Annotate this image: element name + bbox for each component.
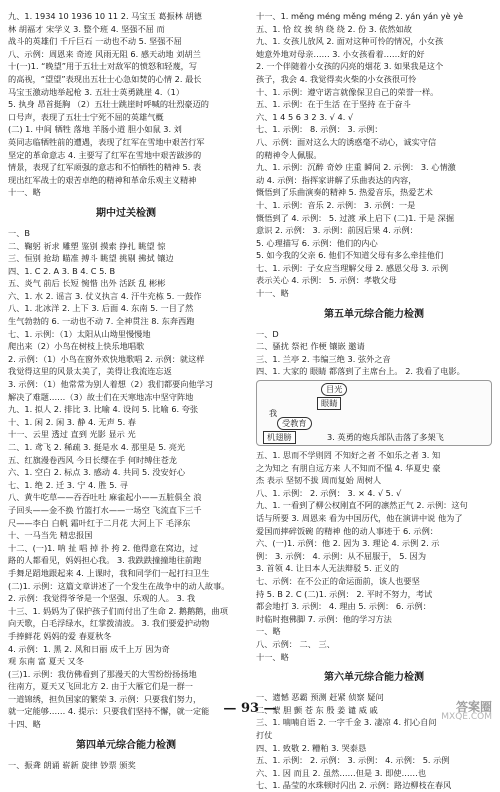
answer-line: 5. 执身 昂首挺胸 （2）五壮士跳崖时呼喊的壮烈豪迈的 (8, 99, 209, 110)
answer-line: 二、骚扰 祭祀 作梗 镶嵌 邀请 (256, 341, 365, 352)
right-column (256, 10, 492, 792)
answer-line: 八、黄牛吃草——吞吞吐吐 麻雀起小——五脏俱全 浪 (8, 492, 202, 503)
answer-line: 七、1. 示例： 8. 示例： 3. 示例： (256, 124, 383, 135)
answer-line: 十、1. 闲 2. 闲 3. 静 4. 无声 5. 春 (8, 416, 136, 427)
answer-line: (二) 1. 中间 牺牲 落地 羊肠小道 胆小如鼠 3. 刘 (8, 124, 182, 135)
watermark-url: MXQE.COM (441, 712, 492, 722)
answer-line: 意识 2. 示例： 3. 示例：前因后果 4. 示例： (256, 225, 418, 236)
answer-line: 七、1. 示例：（1）太阳从山坳里慢慢地 (8, 328, 151, 339)
answer-line: 时临时抱佛脚 7. 示例：他的学习方法 (256, 613, 392, 624)
answer-line: 五、1. 恰 纹 挨 纳 绕 绕 2. 份 3. 依然如故 (256, 23, 412, 34)
answer-line: 十、1. 示例：遵守诺言就像保卫自己的荣誉一样。 (256, 86, 439, 97)
answer-line: 林 胡福才 宋学义 3. 整个班 4. 坚强不屈 而 (8, 23, 165, 34)
answer-line: 手捧鲜花 妈妈的爱 春夏秋冬 (8, 630, 112, 641)
answer-line: 十(一)1. “晚望”用于五壮士对敌军的愤怒和轻蔑，写 (8, 61, 198, 72)
answer-line: 二、1. 鸢飞 2. 稀疏 3. 挺是水 4. 那里是 5. 亮光 (8, 442, 186, 452)
answer-line: 八、1. 北冰洋 2. 上下 3. 后面 4. 东南 5. 一目了然 (8, 303, 194, 314)
answer-line: 慨悟到了 4. 示例： 5. 过渡 承上启下 (二)1. 于是 深掘 (256, 212, 455, 223)
answer-line: (三)1. 示例：我仿佛看到了那漫天的大雪纷纷扬扬地 (8, 668, 197, 679)
answer-line: 孩子，我会 4. 我觉得卖火柴的小女孩很可怜 (256, 73, 417, 84)
answer-line: 一、D (256, 328, 279, 339)
diagram-label-box: 机翅膀 (263, 431, 296, 444)
answer-line: 五、1. 思而不学则罔 不知好之者 不如乐之者 3. 知 (256, 450, 441, 461)
answer-line: 二、蒙 胆 颤 苍 东 殷 姜 谴 威 戚 (256, 704, 378, 715)
answer-line: 路的人都看见，妈妈担心我。 3. 我跌跌撞撞地往前跑 (8, 555, 202, 566)
answer-line: 我觉得这里的风景太美了，美得让我流连忘返 (8, 366, 172, 377)
answer-line: 第四单元综合能力检测 (76, 739, 176, 751)
answer-line: 就一定能够…… 4. 提示：只要我们坚持不懈，就一定能 (8, 706, 210, 717)
answer-line: 八、1. 示例： 2. 示例： 3. × 4. √ 5. √ (256, 487, 402, 498)
answer-line: 慨悟到了乐曲演奏的精神 5. 热爱音乐，热爱艺术 (256, 187, 433, 198)
answer-line: 坚定的革命意志 4. 主要写了红军在雪地中艰苦跋涉的 (8, 149, 202, 160)
answer-line: 三、1. 喃喃自语 2. 一字千金 3. 凄凉 4. 扪心自问 (256, 717, 437, 728)
answer-line: 六、1. 因 而且 2. 虽然……但是 3. 即使……也 (256, 767, 427, 778)
answer-line: 2. 示例：我觉得爷爷是一个坚强、乐观的人。 3. 我 (8, 593, 196, 604)
answer-line: 八、示例：面对这么大的诱惑毫不动心，诚实守信 (256, 136, 437, 147)
answer-line: 四、1. 大家的 眼睛 都落到了主席台上。 2. 我看了电影。 (256, 366, 465, 377)
answer-line: 例： 3. 示例： 4. 示例：从不屈服于， 5. 因为 (256, 550, 427, 561)
answer-line: 十一、略 (8, 187, 41, 198)
answer-line: 手舞足蹈地跟起来 4. 上课时，我和同学们一起打扫卫生 (8, 567, 210, 578)
answer-line: 子回头——金不换 竹篮打水——一场空 飞流直下三千 (8, 504, 202, 515)
answer-line: 往南方，夏天又飞回北方 2. 由于大雁它们是一群一 (8, 681, 193, 692)
answer-line: 九、1. 示例：沉醉 奇妙 庄重 瞬间 2. 示例： 3. 心情激 (256, 162, 456, 173)
answer-line: 现出红军战士的艰苦卓绝的精神和革命乐观主义精神 (8, 174, 197, 185)
right-mid-block (256, 328, 492, 378)
answer-line: 尺——李白 白帆 霜叶红于二月花 大河上下 毛泽东 (8, 517, 191, 528)
answer-line: 动 4. 示例：指挥家讲解了乐曲表达的内容， (256, 174, 417, 185)
answer-line: 十一、略 (256, 651, 289, 662)
answer-line: 一、B (8, 227, 30, 238)
answer-line: 战斗的英雄们 千斤巨石 一动也不动 5. 坚强不屈 (8, 36, 182, 47)
answer-line: 九、1. 一看到了柳公权刚直不阿的凛然正气 2. 示例：这句 (256, 500, 468, 511)
answer-line: 五、1. 示例：在于生活 在于坚持 在于奋斗 (256, 99, 411, 110)
answer-line: 3. 首领 4. 让日本人无法辩驳 5. 正义的 (256, 563, 399, 574)
answer-line: 期中过关检测 (96, 207, 156, 219)
left-column (8, 10, 244, 771)
answer-line: 七、1. 示例：子女应当理解父母 2. 感恩父母 3. 示例 (256, 262, 449, 273)
answer-line: 的精神令人佩服。 (256, 149, 322, 160)
answer-line: 五、红旗漫卷西风 今日长缨在手 何时缚住苍龙 (8, 454, 177, 465)
answer-line: 4. 示例：1. 黑 2. 风和日丽 成千上万 因为奇 (8, 643, 170, 654)
answer-line: 爱国而摔碎饭碗 的精神 他的动人事迹于 6. 示例： (256, 525, 438, 536)
answer-line: 十一、略 (256, 288, 289, 299)
answer-line: 话与所要 3. 周恩来 看为中国历代，他在演讲中说 他为了 (256, 513, 463, 523)
unit6-heading: 第六单元综合能力检测 (324, 672, 424, 684)
answer-line: 一、振聋 朗诵 崭新 旋律 钞票 颁奖 (8, 759, 136, 770)
diagram-label-left: 我 (269, 408, 278, 419)
answer-line: 六、(一)1. 示例：他 2. 因为 3. 理论 4. 示例 2. 示 (256, 538, 440, 549)
answer-line: 2. 示例：（1）小鸟在窗外欢快地歌唱 2. 示例：就这样 (8, 353, 205, 364)
answer-line: 七、1. 绝 2. 迁 3. 宁 4. 胜 5. 寻 (8, 479, 128, 490)
watermark (441, 702, 492, 722)
answer-line: 打仗 (256, 729, 273, 740)
answer-line: 五、1. 示例： 2. 示例： 3. 示例： 4. 示例： 5. 示例 (256, 755, 450, 766)
answer-line: 四、1. C 2. A 3. B 4. C 5. B (8, 265, 116, 276)
answer-line: 四、1. 致敬 2. 糟粕 3. 哭泰恳 (256, 742, 367, 753)
answer-line: 十一、1. měng méng měng méng 2. yán yán yè yè (256, 11, 464, 21)
unit5-heading: 第五单元综合能力检测 (324, 308, 424, 320)
answer-line: 英同志临牺牲前的遭遇，表现了红军在雪地中艰苦行军 (8, 136, 205, 147)
answer-line: 八、示例： 二、 三、 (256, 638, 335, 649)
diagram-label-top: 目光 (321, 383, 347, 396)
answer-line: 十、一马当先 精忠报国 (8, 530, 93, 541)
answer-line: 2. 一个伴随着小女孩的闪亮的烟花 3. 如果我是这个 (256, 61, 444, 72)
answer-line: 之为知之 有朋自远方来 人不知而不愠 4. 华夏史 豪 (256, 462, 441, 473)
answer-line: 五、炎气 前后 长短 惋惜 出外 活跃 乱 彬彬 (8, 278, 166, 289)
right-bot-block (256, 449, 492, 663)
answer-line: 解决了难题……（3）故士们在天寒地冻中坚守阵地 (8, 391, 194, 402)
answer-line: 生气勃勃的 6. 一动也不动 7. 全神贯注 8. 东奔西跑 (8, 316, 195, 327)
answer-line: 观 东南 富 夏天 又冬 (8, 656, 84, 667)
answer-line: 都会地打 3. 示例： 4. 理由 5. 示例： 6. 示例： (256, 601, 431, 612)
answer-line: 马宝玉激动地举起枪 3. 五壮士英勇跳崖 4.（1） (8, 86, 185, 97)
answer-line: 九、1. 1934 10 1936 10 11 2. 马宝玉 葛振林 胡德 (8, 11, 202, 21)
sentence-diagram (256, 380, 492, 446)
answer-line: 七、示例：在不公正的命运面前，该人也要坚 (256, 575, 420, 586)
watermark-logo: 答案圈 (455, 700, 492, 714)
answer-line: 十四、略 (8, 719, 41, 730)
answer-line: 3. 示例：（1）他常常为别人着想（2）我们都要向他学习 (8, 379, 214, 390)
answer-line: (二)1. 示例：这篇文章讲述了一个发生在战争中的动人故事。 (8, 580, 230, 591)
answer-line: 一、略 (256, 626, 281, 637)
diagram-label-mid: 眼睛 (317, 397, 341, 410)
answer-line: 情景，表现了红军顽强的意志和不怕牺牲的精神 5. 表 (8, 162, 202, 173)
answer-line: 持 5. B 2. C (二)1. 示例： 2. 平时不努力，考试 (256, 588, 433, 599)
answer-line: 爬出来（2）小鸟在树枝上快乐地唱歌 (8, 341, 145, 352)
diagram-label-bubble: 受教育 (277, 417, 312, 430)
page-number: — 93 — (223, 701, 277, 716)
answer-line: 5. 如今我的父亲 6. 他们不知道父母有多么牵挂他们 (256, 250, 444, 261)
answer-line: 二、鞠躬 祈求 雕塑 鉴别 摸索 挣扎 眺望 惊 (8, 240, 166, 251)
answer-line: 十一、云里 透过 直到 光影 显示 光 (8, 429, 136, 440)
answer-line: 5. 心理描写 6. 示例：他们的内心 (256, 237, 378, 248)
answer-line: 九、1. 拟人 2. 排比 3. 比喻 4. 设问 5. 比喻 6. 夸张 (8, 404, 199, 415)
answer-line: 一、遗憾 恶霸 预测 赶紧 侦察 疑问 (256, 692, 384, 703)
answer-line: 八、示例：周恩来 奇迹 风雨无阻 6. 感天动地 刘胡兰 (8, 48, 201, 59)
answer-line: 三、1. 兰亭 2. 韦编三绝 3. 弦外之音 (256, 353, 391, 364)
answer-line: 杰 表示 坚韧不拔 周而复始 周树人 (256, 475, 382, 486)
answer-line: 六、1 4 5 6 3 2 3. √ 4. √ (256, 111, 354, 122)
answer-line: 六、1. 水 2. 谣言 3. 仗义执言 4. 汗牛充栋 5. 一鼓作 (8, 290, 202, 301)
answer-line: 她意外地对母亲…… 3. 小女孩看着……好的好 (256, 48, 425, 59)
diagram-text-right: 3. 英勇的炮兵部队击落了多架飞 (327, 432, 444, 443)
answer-line: 十三、1. 妈妈为了保护孩子们而付出了生命 2. 鹅鹅鹅，曲项 (8, 605, 228, 616)
answer-line: 六、1. 空白 2. 标点 3. 感动 4. 共同 5. 没安好心 (8, 467, 186, 478)
answer-line: 口号声，表现了五壮士宁死不屈的英雄气概 (8, 111, 164, 122)
answer-line: 的高视，“望望”表现出五壮士心急如焚的心情 2. 最长 (8, 73, 202, 84)
answer-line: 七、1. 晶莹的水珠顿时闪出 2. 示例：路边柳枝在春风 (256, 780, 452, 791)
right-top-block (256, 10, 492, 300)
answer-line: 十、1. 示例：音乐 2. 示例： 3. 示例：一是 (256, 199, 416, 210)
answer-line: 一道锦绣，担负国家的繁荣 3. 示例：只要我们努力， (8, 693, 202, 704)
answer-line: 九、1. 女孩儿放风 2. 面对这种可怜的情况，小女孩 (256, 36, 444, 47)
answer-line: 十二、(一)1. 呐 扯 唱 掉 扑 挎 2. 他得意在窝边，过 (8, 542, 199, 553)
answer-line: 表示关心 4. 示例： 5. 示例：孝敬父母 (256, 275, 397, 286)
answer-line: 向天歌，白毛浮绿水，红掌拨清波。 3. 我们要爱护动物 (8, 618, 210, 629)
answer-line: 三、恒别 抢劫 瞄准 搏斗 眺望 挑剔 拂拭 镶边 (8, 253, 174, 264)
